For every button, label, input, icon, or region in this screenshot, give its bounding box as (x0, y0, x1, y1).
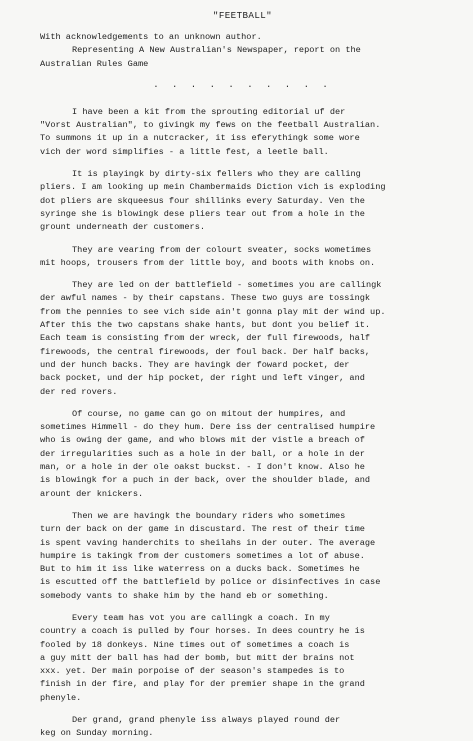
paragraph-line: grount underneath der customers. (40, 222, 206, 233)
paragraph (40, 408, 445, 501)
paragraph-line: After this the two capstans shake hants, but dont you belief it. (40, 320, 371, 331)
paragraph-line: Each team is consisting from der wreck, der full firewoods, half (40, 333, 371, 344)
paragraph-line: dot pliers are skqueesus four shillinks every Saturday. Ven the (40, 195, 365, 206)
paragraph-line: turn der back on der game in discustard. The rest of their time (40, 524, 365, 535)
paragraph-line: man, or a hole in der ole oakst buckst. - I don't know. Also he (40, 462, 365, 473)
paragraph-line: is blowingk for a puch in der back, over the shoulder blade, and (40, 475, 371, 486)
paragraph-line: Every team has vot you are callingk a coach. In my (72, 612, 330, 623)
paragraph-line: Then we are havingk the boundary riders who sometimes (72, 510, 346, 521)
paragraph-line: It is playingk by dirty-six fellers who they are calling (72, 169, 361, 180)
paragraph-line: mit hoops, trousers from der little boy, and boots with knobs on. (40, 257, 376, 268)
paragraph-line: sometimes Himmell - do they hum. Dere iss der centralised humpire (40, 422, 376, 433)
paragraph-line: der awful names - by their capstans. These two guys are tossingk (40, 293, 371, 304)
paragraph-line: somebody vants to shake him by the hand eb or something. (40, 590, 329, 601)
paragraph-line: humpire is takingk from der customers sometimes a lot of abuse. (40, 550, 365, 561)
paragraph-line: But to him it iss like waterress on a ducks back. Sometimes he (40, 564, 360, 575)
paragraph (40, 168, 445, 234)
paragraph-line: und der hunch backs. They are havingk der foward pocket, der (40, 359, 350, 370)
paragraph-line: I have been a kit from the sprouting editorial uf der (72, 106, 346, 117)
paragraph-line: a guy mitt der ball has had der bomb, but mitt der brains not (40, 652, 355, 663)
paragraph-line: der irregularities such as a hole in der ball, or a hole in der (40, 448, 365, 459)
paragraph-line: They are vearing from der colourt sveater, socks wometimes (72, 244, 372, 255)
paragraph-line: is spent vaving handerchits to sheilahs in der outer. The average (40, 537, 376, 548)
body-text (40, 106, 445, 741)
paragraph-line: arount der knickers. (40, 488, 144, 499)
paragraph-line: country a coach is pulled by four horses. In dees country he is (40, 626, 365, 637)
paragraph-line: pliers. I am looking up mein Chambermaids Diction vich is exploding (40, 182, 386, 193)
intro-block (40, 31, 445, 71)
paragraph (40, 510, 445, 603)
paragraph (40, 106, 445, 159)
intro-line: Australian Rules Game (40, 58, 149, 69)
paragraph-line: To summons it up in a nutcracker, it iss eferythingk some wore (40, 133, 360, 144)
document-title: "FEETBALL" (212, 10, 273, 21)
paragraph-line: They are led on der battlefield - sometimes you are callingk (72, 280, 382, 291)
paragraph (40, 279, 445, 399)
paragraph-line: keg on Sunday morning. (40, 728, 154, 739)
paragraph-line: Of course, no game can go on mitout der humpires, and (72, 408, 346, 419)
paragraph-line: is escutted off the battlefield by police or disinfectives in case (40, 577, 381, 588)
separator-dots: . . . . . . . . . . (153, 79, 332, 90)
paragraph-line: firewoods, the central firewoods, der foul back. Der half backs, (40, 346, 371, 357)
paragraph-line: der red rovers. (40, 386, 118, 397)
paragraph (40, 714, 445, 741)
paragraph-line: phenyle. (40, 692, 82, 703)
intro-line: Representing A New Australian's Newspaper, report on the (72, 45, 361, 56)
paragraph-line: syringe she is blowingk dese pliers tear out from a hole in the (40, 208, 365, 219)
paragraph-line: vich der word simplifies - a little fest, a leetle ball. (40, 146, 329, 157)
paragraph-line: back pocket, und der hip pocket, der right und left vinger, and (40, 373, 365, 384)
paragraph-line: Der grand, grand phenyle iss always played round der (72, 715, 341, 726)
paragraph (40, 244, 445, 271)
paragraph-line: finish in der fire, and play for der premier shape in the grand (40, 679, 365, 690)
paragraph-line: xxx. yet. Der main porpoise of der season's stampedes is to (40, 666, 345, 677)
paragraph-line: who is owing der game, and who blows mit der vistle a breach of (40, 435, 365, 446)
paragraph-line: from the pennies to see vich side ain't gonna play mit der wind up. (40, 306, 386, 317)
paragraph-line: fooled by 18 donkeys. Nine times out of sometimes a coach is (40, 639, 350, 650)
paragraph (40, 612, 445, 705)
intro-line: With acknowledgements to an unknown author. (40, 32, 262, 42)
paragraph-line: "Vorst Australian", to givingk my fews on the feetball Australian. (40, 120, 381, 131)
